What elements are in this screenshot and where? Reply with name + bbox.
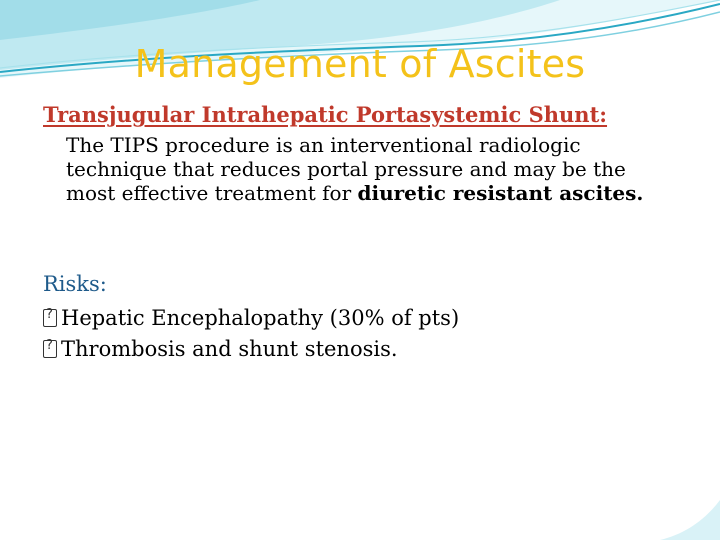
risks-label: Risks: xyxy=(43,272,107,296)
paragraph-bold-text: diuretic resistant ascites. xyxy=(357,181,644,205)
paragraph-text: The TIPS procedure is an interventional radiologic technique that reduces portal pressure and may be the most effective treatment for xyxy=(66,133,626,205)
slide-title: Management of Ascites xyxy=(134,42,586,86)
corner-decoration xyxy=(660,500,720,540)
missing-glyph-bullet-icon xyxy=(43,309,57,327)
subheading: Transjugular Intrahepatic Portasystemic Shunt: xyxy=(43,102,608,127)
risk-text: Thrombosis and shunt stenosis. xyxy=(61,337,398,361)
description-paragraph xyxy=(66,133,666,205)
risk-text: Hepatic Encephalopathy (30% of pts) xyxy=(61,306,460,330)
risk-item xyxy=(43,337,398,361)
missing-glyph-bullet-icon xyxy=(43,340,57,358)
risk-item xyxy=(43,306,459,330)
